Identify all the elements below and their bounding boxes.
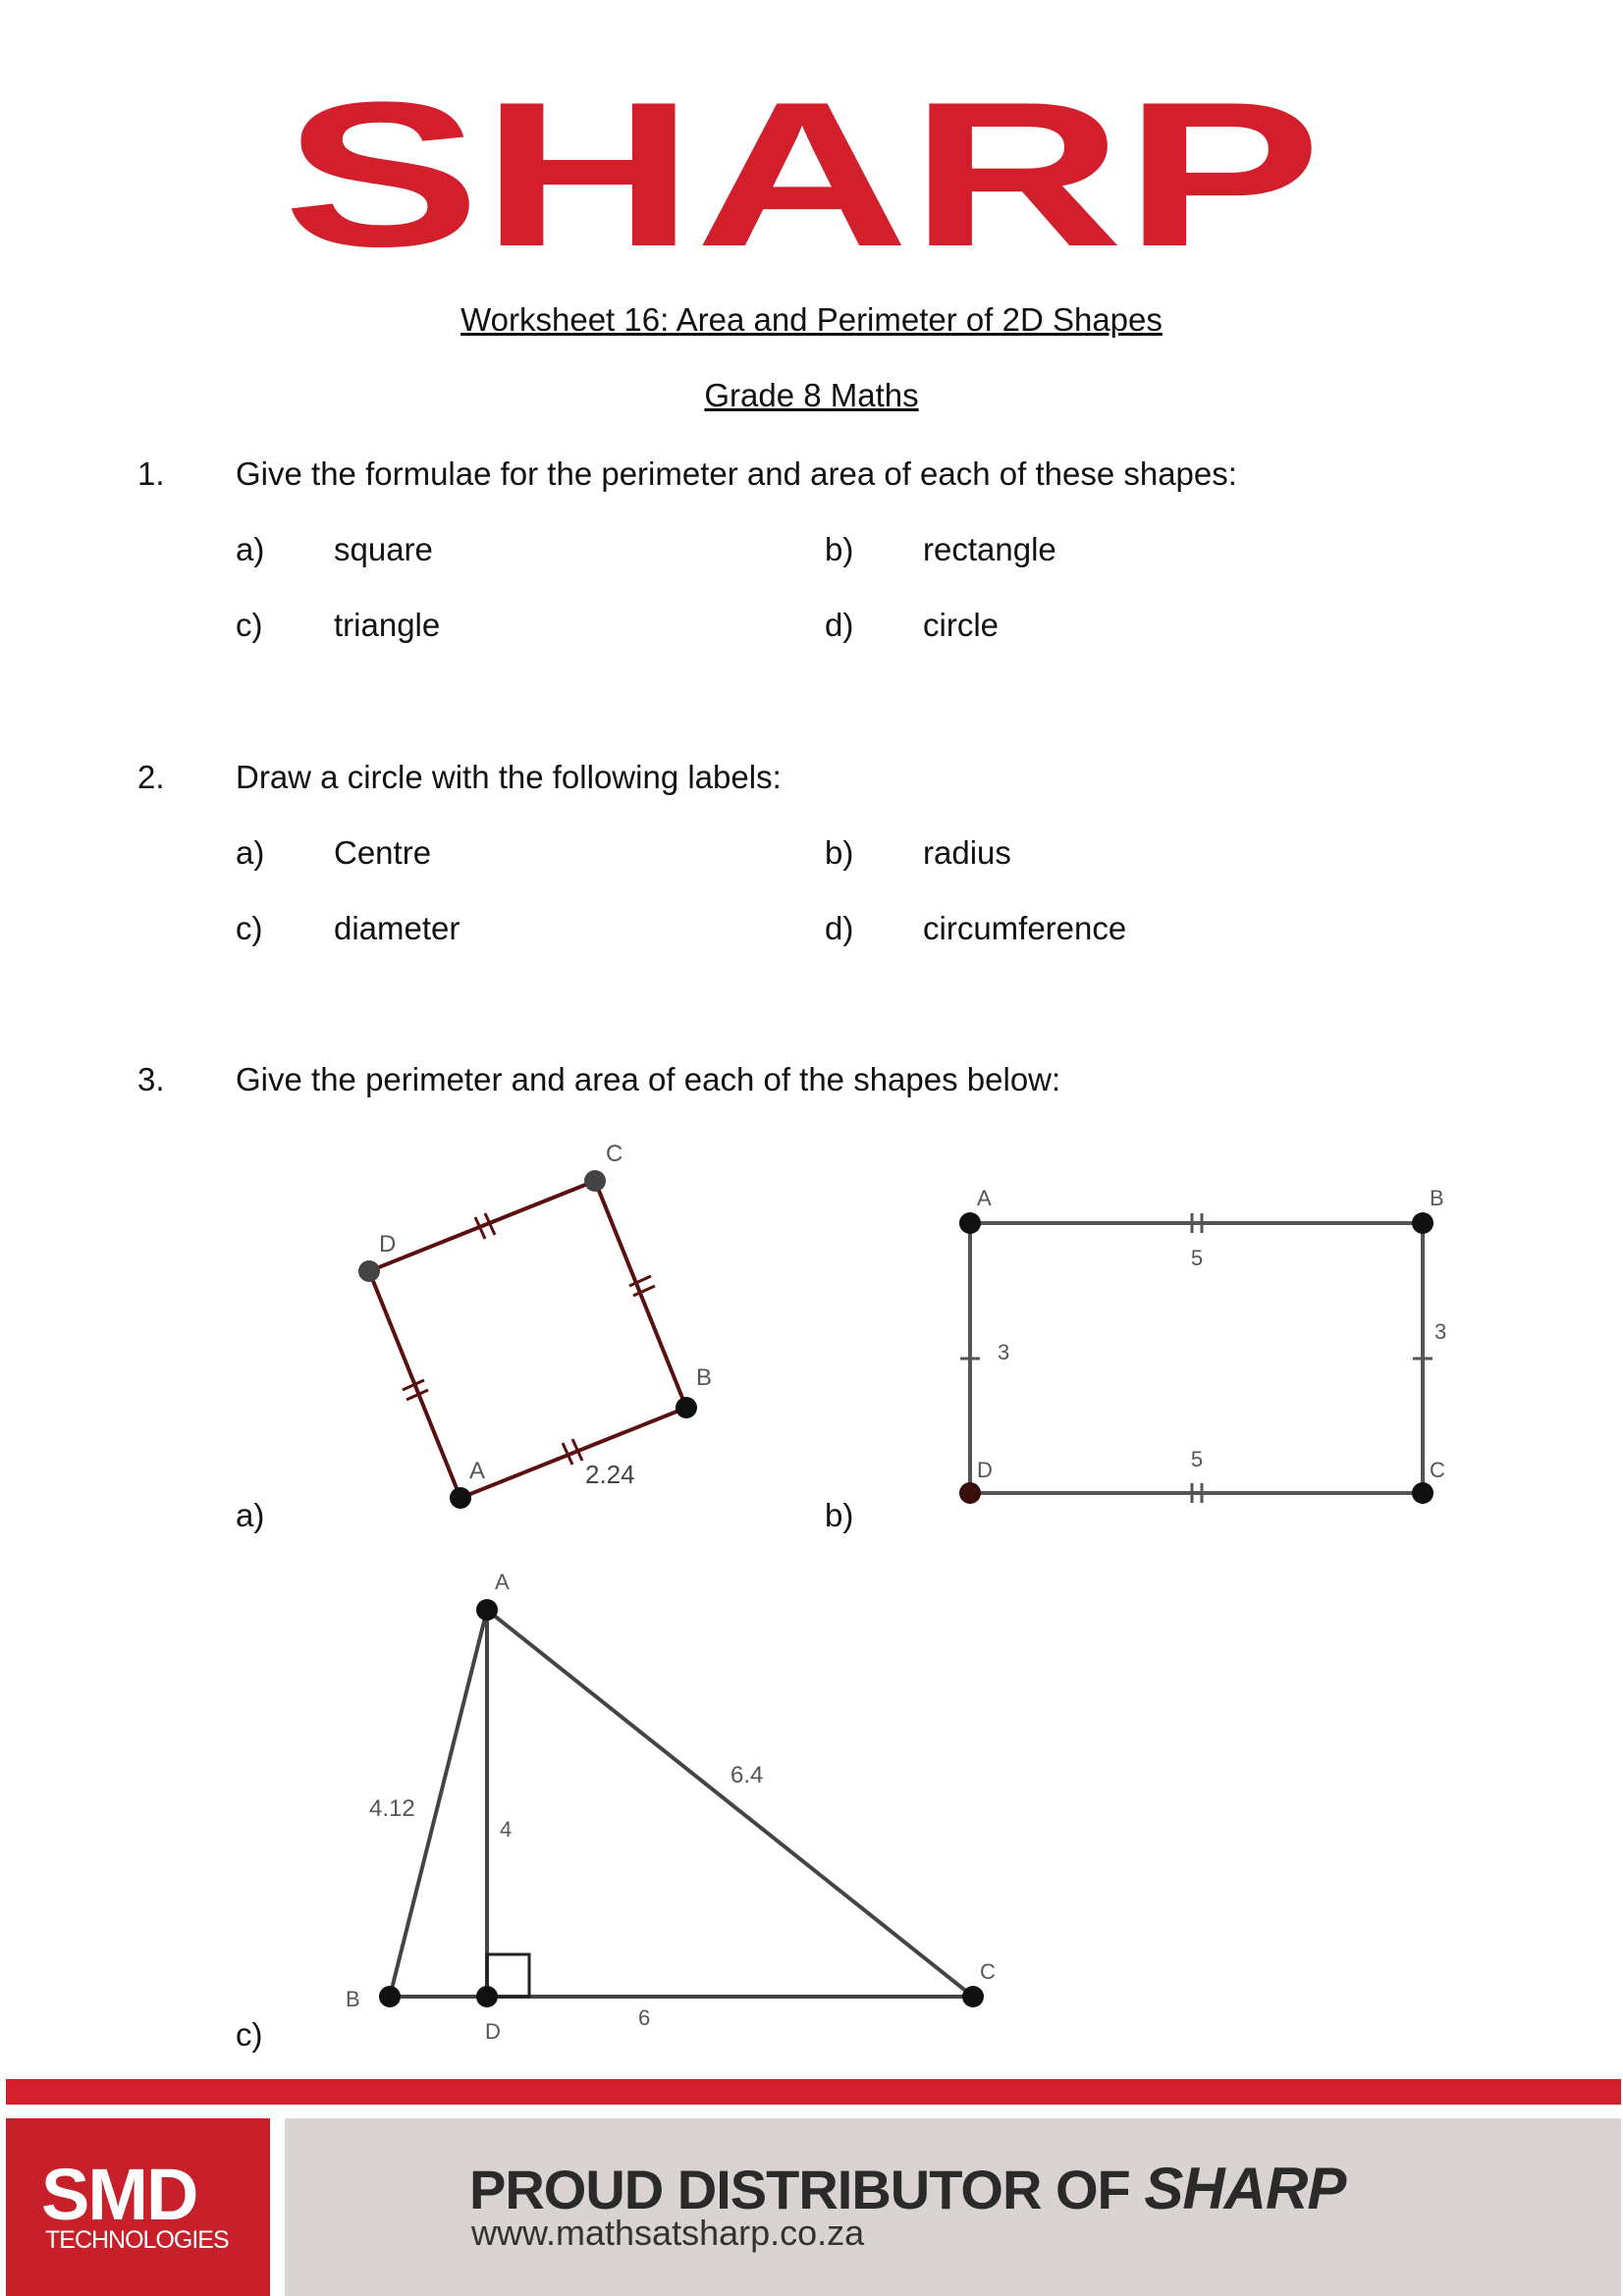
vertex-b-dot xyxy=(1412,1212,1434,1234)
sharp-logo-text: SHARP xyxy=(283,98,1322,251)
q2-option-d-text: circumference xyxy=(923,910,1127,946)
top-side-label: 5 xyxy=(1190,1246,1204,1270)
vertex-d-dot xyxy=(476,1986,498,2007)
vertex-b-label: B xyxy=(1430,1186,1444,1210)
q2-option-a-label: a) xyxy=(236,834,265,871)
vertex-d-label: D xyxy=(977,1458,993,1482)
smd-logo: SMD xyxy=(41,2154,197,2235)
vertex-a-dot xyxy=(450,1487,471,1509)
vertex-c-label: C xyxy=(1430,1458,1445,1482)
vertex-a-label: A xyxy=(977,1186,992,1210)
vertex-b-dot xyxy=(379,1986,401,2007)
side-length-label: 2.24 xyxy=(585,1460,635,1489)
figure-c-label: c) xyxy=(236,2016,263,2053)
question-2-number: 2. xyxy=(137,759,165,795)
vertex-c-label: C xyxy=(606,1141,623,1167)
vertex-d-label: D xyxy=(379,1231,397,1257)
vertex-c-dot xyxy=(1412,1482,1434,1504)
figure-b-label: b) xyxy=(825,1497,854,1533)
question-3-number: 3. xyxy=(137,1061,165,1097)
side-dc-label: 6 xyxy=(638,2005,651,2030)
q2-option-d-label: d) xyxy=(825,910,854,946)
left-side-label: 3 xyxy=(998,1340,1010,1364)
equal-side-ticks xyxy=(403,1213,655,1465)
q1-option-b-label: b) xyxy=(825,531,854,567)
figure-a-label: a) xyxy=(236,1497,265,1533)
tagline-brand: SHARP xyxy=(1144,2156,1346,2221)
vertex-c-dot xyxy=(584,1170,606,1192)
worksheet-subtitle: Grade 8 Maths xyxy=(704,377,919,413)
figure-b-rectangle xyxy=(959,1186,1446,1504)
vertex-d-dot xyxy=(959,1482,981,1504)
q1-option-c-label: c) xyxy=(236,607,263,643)
q1-option-b-text: rectangle xyxy=(923,531,1056,567)
vertex-b-label: B xyxy=(346,1987,360,2011)
bottom-side-label: 5 xyxy=(1190,1447,1204,1471)
worksheet-title: Worksheet 16: Area and Perimeter of 2D Shapes xyxy=(460,301,1163,338)
question-2-text: Draw a circle with the following labels: xyxy=(236,759,782,795)
vertex-d-dot xyxy=(358,1260,380,1282)
footer-url[interactable]: www.mathsatsharp.co.za xyxy=(471,2213,865,2253)
vertex-a-label: A xyxy=(495,1570,510,1594)
q2-option-c-label: c) xyxy=(236,910,263,946)
altitude-label: 4 xyxy=(500,1817,513,1842)
figure-a-square xyxy=(358,1141,712,1509)
q1-option-a-label: a) xyxy=(236,531,265,567)
footer-red-bar xyxy=(6,2079,1621,2105)
vertex-a-dot xyxy=(959,1212,981,1234)
q2-option-c-text: diameter xyxy=(334,910,460,946)
question-1-text: Give the formulae for the perimeter and area of each of these shapes: xyxy=(236,455,1237,492)
vertex-d-label: D xyxy=(485,2019,501,2044)
vertex-c-dot xyxy=(962,1986,984,2007)
tagline-text: PROUD DISTRIBUTOR OF xyxy=(469,2159,1130,2220)
vertex-a-label: A xyxy=(469,1458,486,1484)
question-3-text: Give the perimeter and area of each of the shapes below: xyxy=(236,1061,1061,1097)
q1-option-a-text: square xyxy=(334,531,433,567)
right-side-label: 3 xyxy=(1434,1319,1447,1344)
vertex-a-dot xyxy=(476,1599,498,1621)
q1-option-c-text: triangle xyxy=(334,607,441,643)
figure-c-triangle xyxy=(346,1570,996,2044)
side-ac-label: 6.4 xyxy=(730,1762,764,1789)
vertex-c-label: C xyxy=(980,1959,996,1984)
q2-option-a-text: Centre xyxy=(334,834,432,871)
q1-option-d-label: d) xyxy=(825,607,854,643)
smd-logo-subtitle: TECHNOLOGIES xyxy=(45,2226,229,2254)
q2-option-b-text: radius xyxy=(923,834,1011,871)
side-ab-label: 4.12 xyxy=(369,1795,415,1822)
q1-option-d-text: circle xyxy=(923,607,1000,643)
q2-option-b-label: b) xyxy=(825,834,854,871)
question-1-number: 1. xyxy=(137,455,165,492)
vertex-b-dot xyxy=(676,1397,697,1418)
vertex-b-label: B xyxy=(696,1364,713,1391)
